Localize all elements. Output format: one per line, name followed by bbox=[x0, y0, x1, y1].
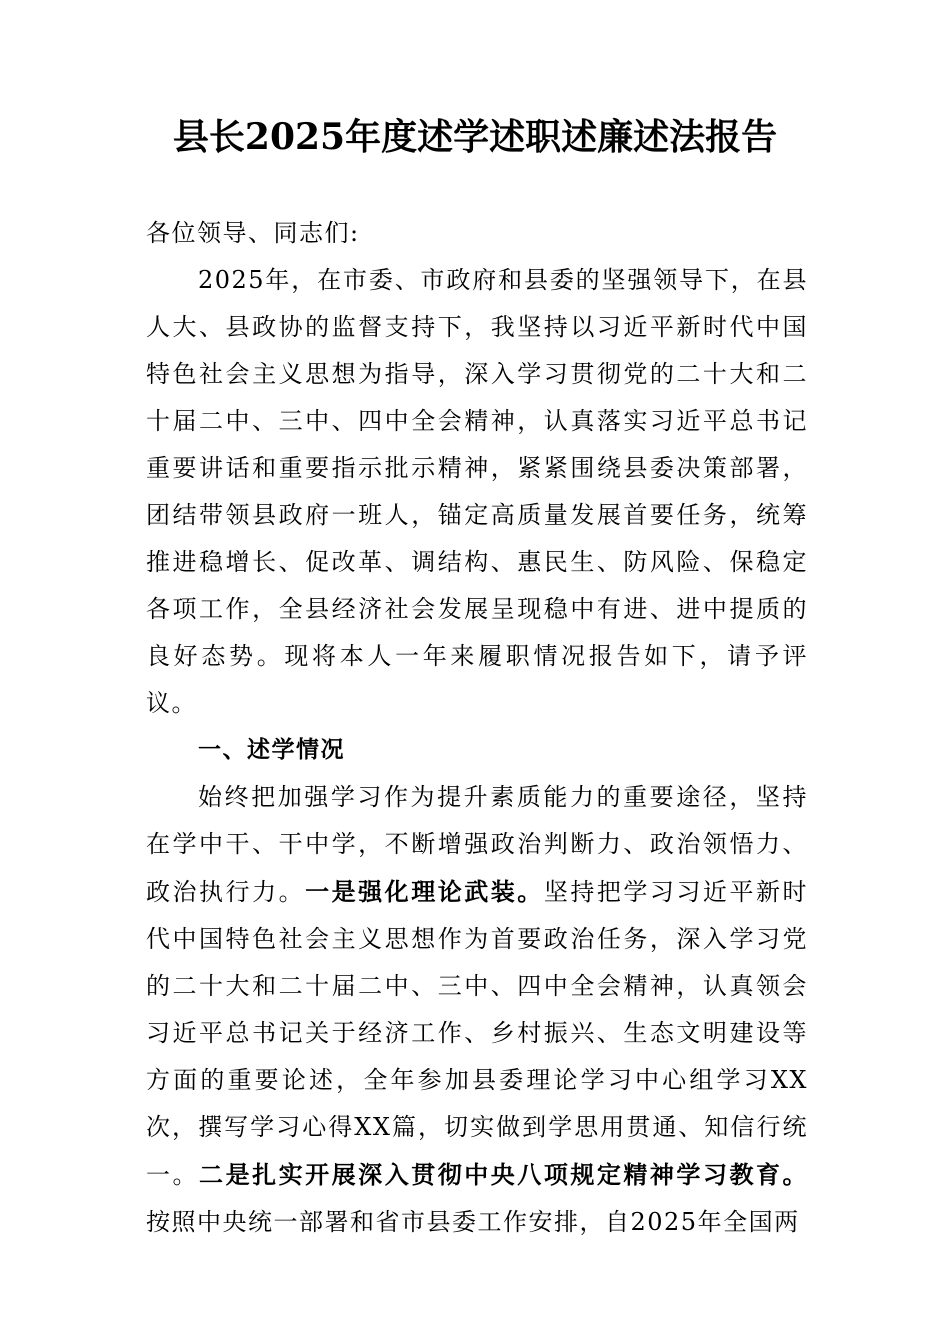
study-text-b: 坚持把学习习近平新时代中国特色社会主义思想作为首要政治任务，深入学习党的二十大和二十届二中、三中、四中全会精神，认真领会习近平总书记关于经济工作、乡村振兴、生态文明建设等方面的重要论述，全年参加县委理论学习中心组学习XX次，撰写学习心得XX篇，切实做到学思用贯通、知信行统一。 bbox=[146, 878, 808, 1189]
salutation: 各位领导、同志们: bbox=[146, 219, 360, 247]
study-point-two: 二是扎实开展深入贯彻中央八项规定精神学习教育。 bbox=[199, 1160, 809, 1189]
study-text-c: 按照中央统一部署和省市县委工作安排，自2025年全国两 bbox=[146, 1208, 800, 1236]
section-heading-study: 一、述学情况 bbox=[198, 737, 345, 763]
intro-paragraph: 2025年，在市委、市政府和县委的坚强领导下，在县人大、县政协的监督支持下，我坚持以习近平新时代中国特色社会主义思想为指导，深入学习贯彻党的二十大和二十届二中、三中、四中全会精神，认真落实习近平总书记重要讲话和重要指示批示精神，紧紧围绕县委决策部署，团结带领县政府一班人，锚定高质量发展首要任务，统筹推进稳增长、促改革、调结构、惠民生、防风险、保稳定各项工作，全县经济社会发展呈现稳中有进、进中提质的良好态势。现将本人一年来履职情况报告如下，请予评议。 bbox=[146, 266, 808, 717]
report-body bbox=[146, 210, 808, 1246]
study-point-one: 一是强化理论武装。 bbox=[305, 877, 544, 906]
study-paragraph bbox=[146, 774, 808, 1246]
study-text-a: 始终把加强学习作为提升素质能力的重要途径，坚持在学中干、干中学，不断增强政治判断力、政治领悟力、政治执行力。 bbox=[146, 783, 808, 906]
page-title: 县长2025年度述学述职述廉述法报告 bbox=[172, 116, 778, 158]
